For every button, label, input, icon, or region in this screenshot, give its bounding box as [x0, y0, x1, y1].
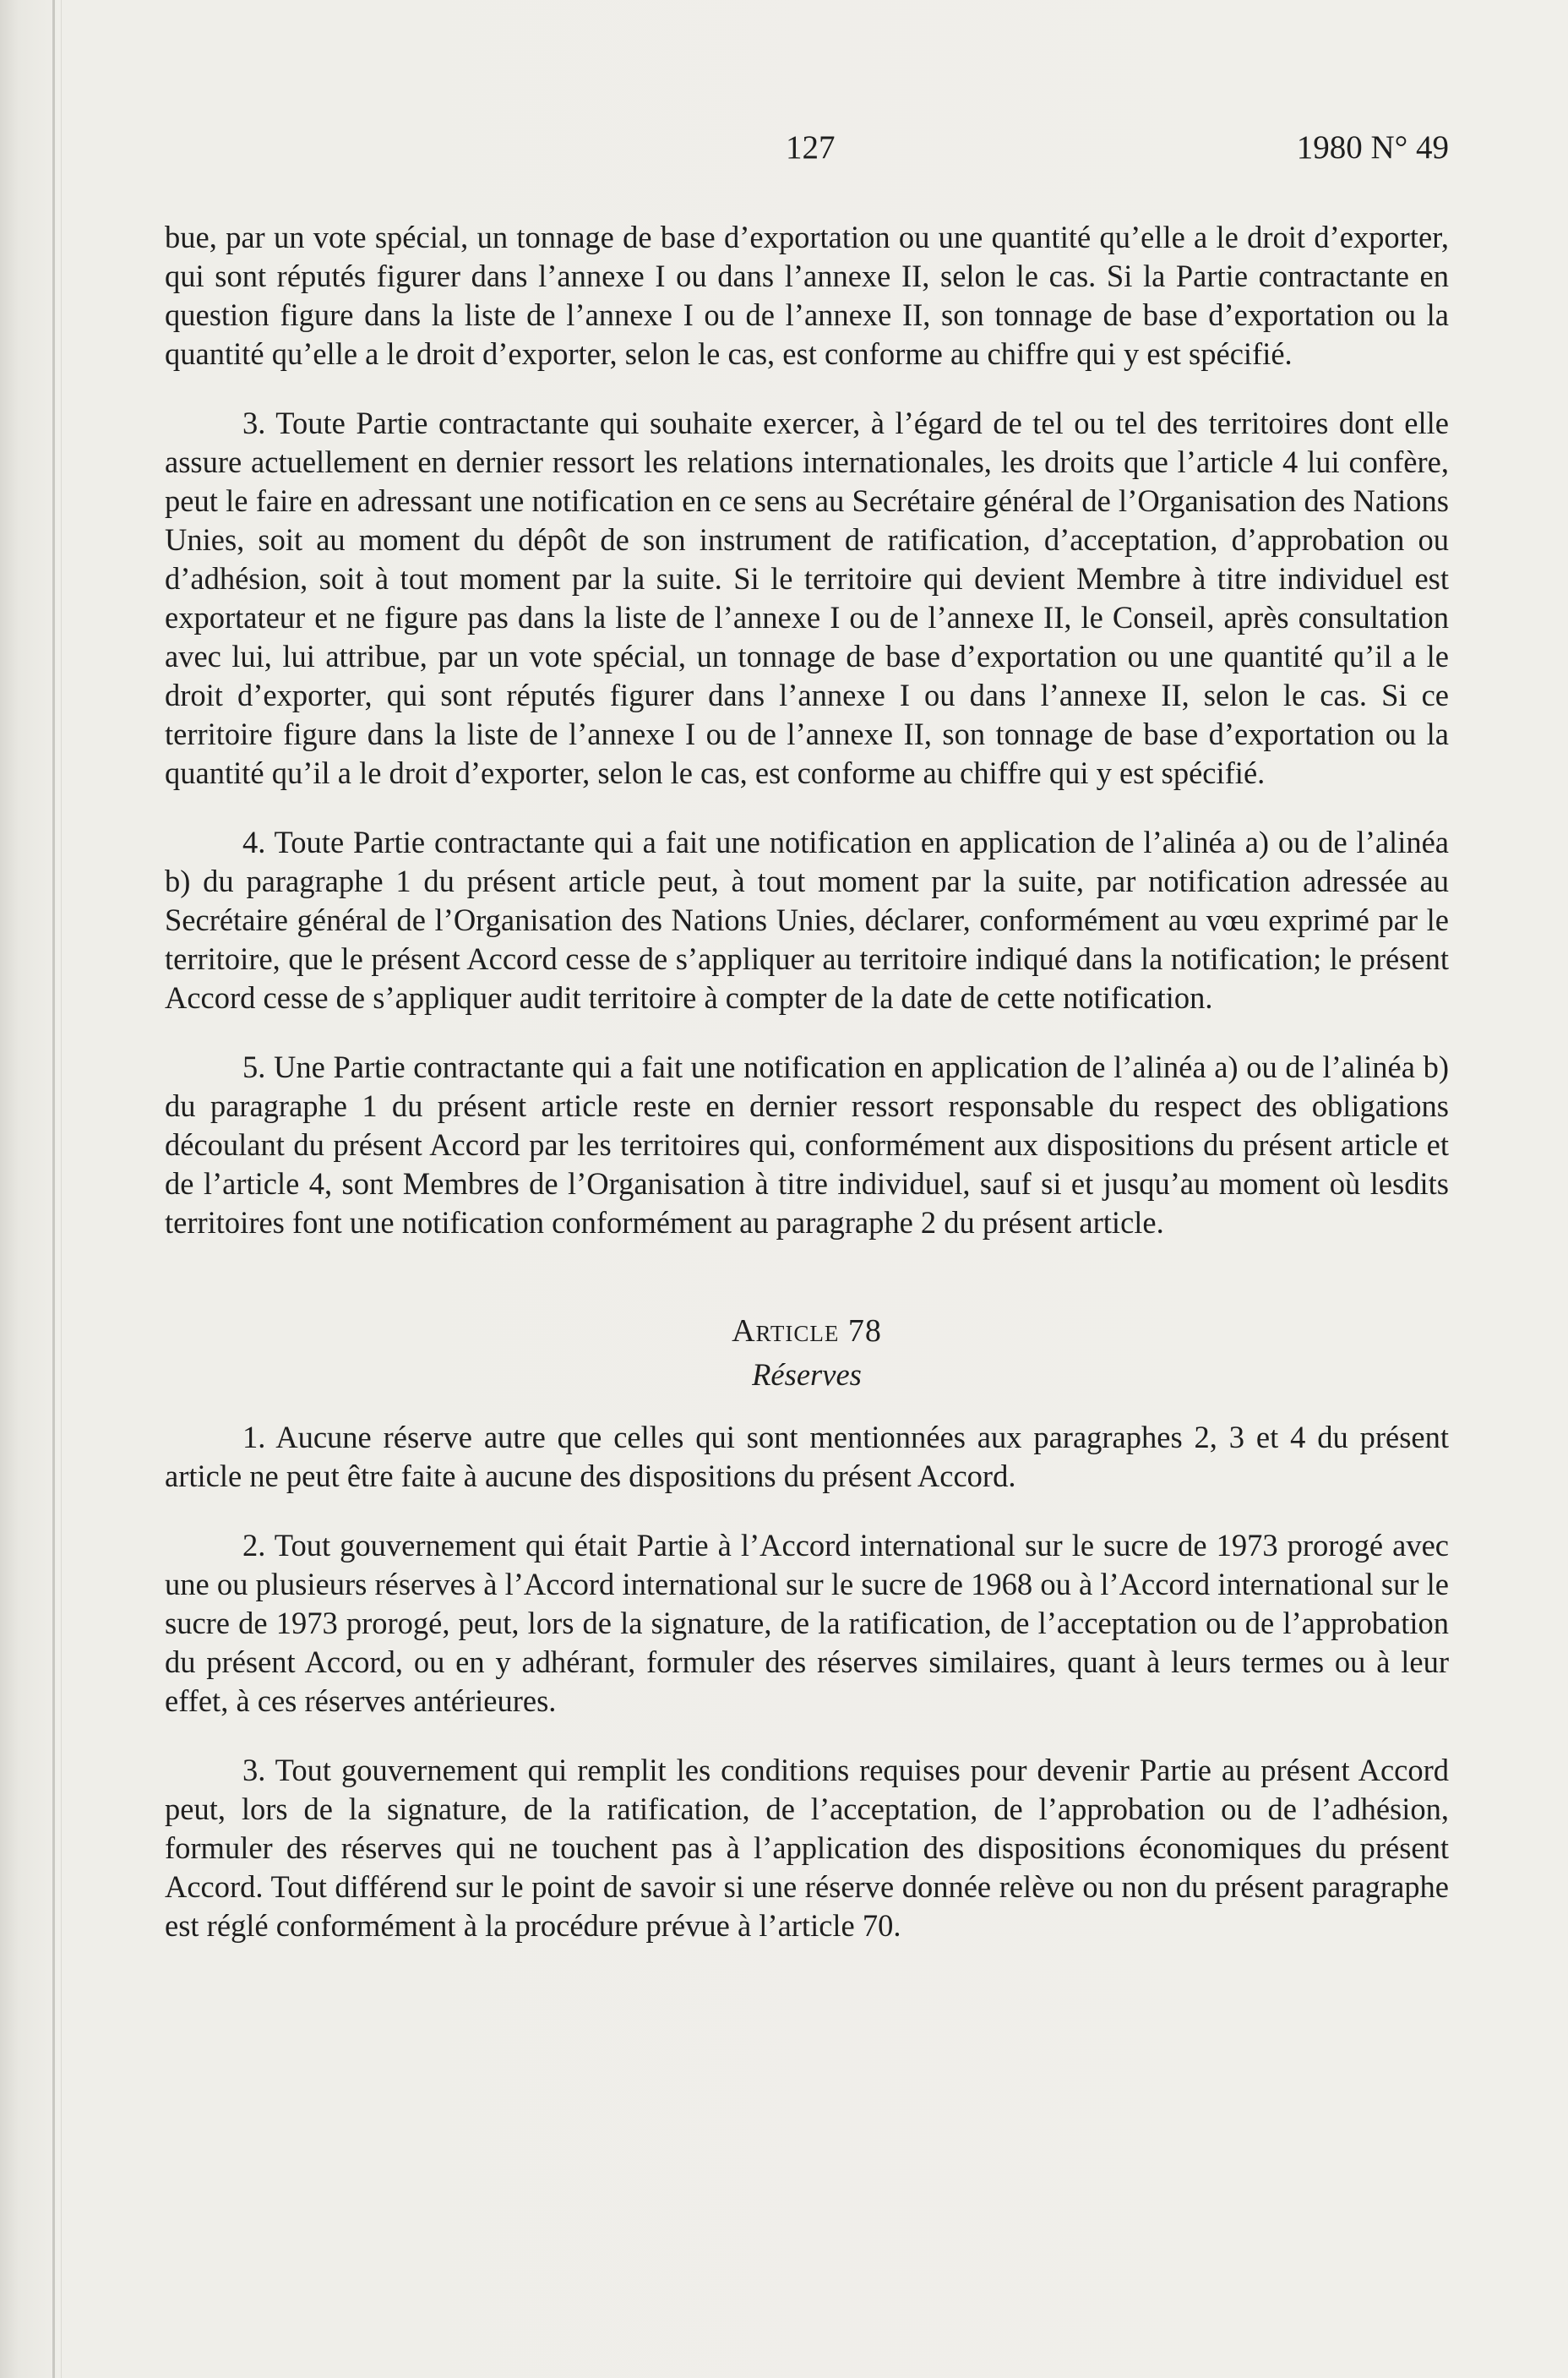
continuation-paragraph: bue, par un vote spécial, un tonnage de base d’exportation ou une quantité qu’elle a le droit d’exporter, qui sont réputés figurer dans l’annexe I ou dans l’annexe II, selon le cas. Si la Partie contractante en question figure dans la liste de l’annexe I ou de l’annexe II, son tonnage de base d’exportation ou la quantité qu’elle a le droit d’exporter, selon le cas, est conforme au chiffre qui y est spécifié.	[165, 220, 1449, 371]
page-header	[165, 128, 1449, 179]
paragraph-3: 3. Toute Partie contractante qui souhaite exercer, à l’égard de tel ou tel des territoires dont elle assure actuellement en dernier ressort les relations internationales, les droits que l’article 4 lui confère, peut le faire en adressant une notification en ce sens au Secrétaire général de l’Organisation des Nations Unies, soit au moment du dépôt de son instrument de ratification, d’acceptation, d’approbation ou d’adhésion, soit à tout moment par la suite. Si le territoire qui devient Membre à titre individuel est exportateur et ne figure pas dans la liste de l’annexe I ou de l’annexe II, le Conseil, après consultation avec lui, lui attribue, par un vote spécial, un tonnage de base d’exportation ou une quantité qu’il a le droit d’exporter, qui sont réputés figurer dans l’annexe I ou dans l’annexe II, selon le cas. Si ce territoire figure dans la liste de l’annexe I ou de l’annexe II, son tonnage de base d’exportation ou la quantité qu’il a le droit d’exporter, selon le cas, est conforme au chiffre qui y est spécifié.	[165, 406, 1449, 790]
article-paragraph-2: 2. Tout gouvernement qui était Partie à l’Accord international sur le sucre de 1973 prorogé avec une ou plusieurs réserves à l’Accord international sur le sucre de 1968 ou à l’Accord international sur le sucre de 1973 prorogé, peut, lors de la signature, de la ratification, de l’acceptation ou de l’approbation du présent Accord, ou en y adhérant, formuler des réserves similaires, quant à leurs termes ou à leur effet, à ces réserves antérieures.	[165, 1528, 1449, 1718]
page-number: 127	[786, 129, 836, 166]
article-subheading: Réserves	[752, 1357, 862, 1392]
paragraph-4: 4. Toute Partie contractante qui a fait une notification en application de l’alinéa a) ou de l’alinéa b) du paragraphe 1 du présent article peut, à tout moment par la suite, par notification adressée au Secrétaire général de l’Organisation des Nations Unies, déclarer, conformément au vœu exprimé par le territoire, que le présent Accord cesse de s’appliquer au territoire indiqué dans la notification; le présent Accord cesse de s’appliquer audit territoire à compter de la date de cette notification.	[165, 825, 1449, 1015]
binding-edge-shadow	[61, 0, 62, 2378]
article-paragraph-3: 3. Tout gouvernement qui remplit les conditions requises pour devenir Partie au présent Accord peut, lors de la signature, de la ratification, de l’acceptation, de l’approbation ou de l’adhésion, formuler des réserves qui ne touchent pas à l’application des dispositions économiques du présent Accord. Tout différend sur le point de savoir si une réserve donnée relève ou non du présent paragraphe est réglé conformément à la procédure prévue à l’article 70.	[165, 1753, 1449, 1943]
binding-edge	[52, 0, 55, 2378]
paragraph-5: 5. Une Partie contractante qui a fait une notification en application de l’alinéa a) ou de l’alinéa b) du paragraphe 1 du présent article reste en dernier ressort responsable du respect des obligations découlant du présent Accord par les territoires qui, conformément aux dispositions du présent article et de l’article 4, sont Membres de l’Organisation à titre individuel, sauf si et jusqu’au moment où lesdits territoires font une notification conformément au paragraphe 2 du présent article.	[165, 1050, 1449, 1240]
article-paragraph-1: 1. Aucune réserve autre que celles qui sont mentionnées aux paragraphes 2, 3 et 4 du présent article ne peut être faite à aucune des dispositions du présent Accord.	[165, 1420, 1449, 1493]
page-body	[165, 218, 1449, 1945]
document-reference: 1980 N° 49	[1296, 129, 1449, 166]
article-heading: Article 78	[732, 1313, 882, 1349]
